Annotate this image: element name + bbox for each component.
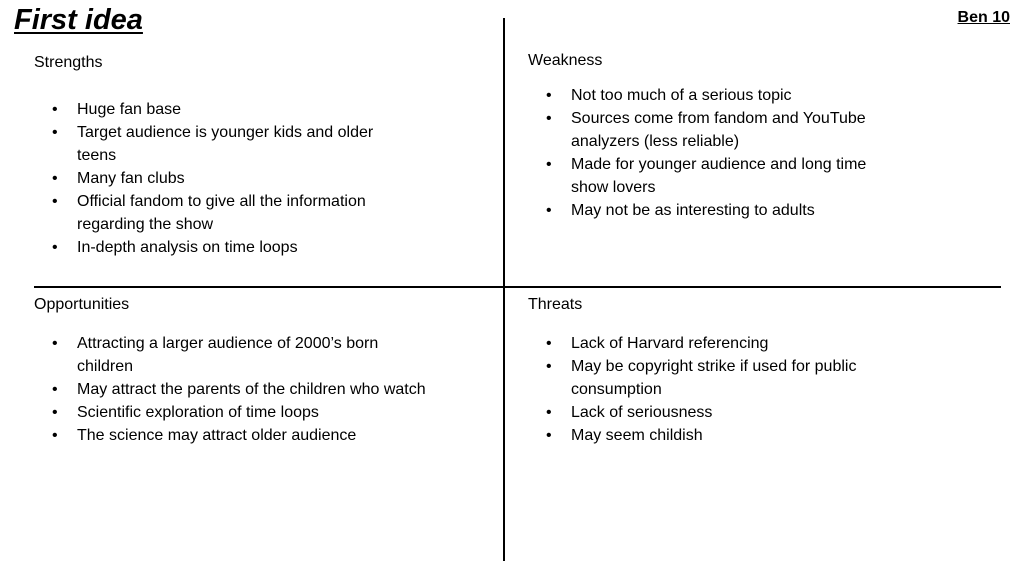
list-item — [34, 167, 404, 190]
bullet-icon: • — [52, 427, 58, 444]
bullet-icon: • — [52, 239, 58, 256]
bullet-icon: • — [546, 358, 552, 375]
list-item — [34, 98, 404, 121]
opportunities-quadrant — [34, 295, 434, 447]
list-item-text: Lack of Harvard referencing — [571, 335, 769, 352]
opportunities-list — [34, 332, 434, 447]
list-item — [528, 332, 898, 355]
list-item-text: Target audience is younger kids and older teens — [77, 124, 374, 164]
list-item-text: Scientific exploration of time loops — [77, 404, 319, 421]
bullet-icon: • — [52, 101, 58, 118]
weakness-quadrant — [528, 51, 928, 222]
list-item-text: Official fandom to give all the information regarding the show — [77, 193, 366, 233]
bullet-icon: • — [52, 170, 58, 187]
horizontal-divider — [34, 286, 1001, 288]
list-item-text: Attracting a larger audience of 2000’s born children — [77, 335, 379, 375]
list-item — [34, 424, 434, 447]
bullet-icon: • — [52, 404, 58, 421]
list-item-text: May be copyright strike if used for public consumption — [571, 358, 857, 398]
bullet-icon: • — [546, 335, 552, 352]
list-item — [528, 199, 888, 222]
list-item-text: Not too much of a serious topic — [571, 87, 792, 104]
list-item-text: May seem childish — [571, 427, 703, 444]
list-item-text: Made for younger audience and long time show lovers — [571, 156, 867, 196]
list-item — [528, 424, 898, 447]
slide-title: First idea — [14, 4, 143, 36]
list-item-text: Huge fan base — [77, 101, 182, 118]
list-item — [528, 355, 898, 401]
list-item-text: In-depth analysis on time loops — [77, 239, 298, 256]
list-item — [34, 332, 434, 378]
bullet-icon: • — [546, 110, 552, 127]
threats-list — [528, 332, 898, 447]
strengths-heading: Strengths — [34, 54, 103, 71]
list-item — [34, 236, 404, 259]
list-item — [528, 84, 888, 107]
list-item-text: May attract the parents of the children who watch — [77, 381, 426, 398]
bullet-icon: • — [546, 156, 552, 173]
bullet-icon: • — [52, 335, 58, 352]
vertical-divider — [503, 18, 505, 561]
threats-quadrant — [528, 295, 928, 447]
list-item-text: Lack of seriousness — [571, 404, 713, 421]
list-item — [528, 153, 888, 199]
strengths-quadrant — [34, 53, 434, 259]
list-item-text: Many fan clubs — [77, 170, 185, 187]
weakness-list — [528, 84, 888, 222]
list-item — [528, 107, 888, 153]
list-item-text: The science may attract older audience — [77, 427, 357, 444]
bullet-icon: • — [546, 427, 552, 444]
bullet-icon: • — [52, 381, 58, 398]
list-item — [34, 121, 404, 167]
list-item-text: Sources come from fandom and YouTube analyzers (less reliable) — [571, 110, 866, 150]
bullet-icon: • — [546, 404, 552, 421]
topic-tag: Ben 10 — [957, 9, 1010, 26]
bullet-icon: • — [52, 193, 58, 210]
list-item — [34, 378, 434, 401]
list-item-text: May not be as interesting to adults — [571, 202, 815, 219]
list-item — [34, 401, 434, 424]
threats-heading: Threats — [528, 296, 583, 313]
list-item — [34, 190, 404, 236]
strengths-list — [34, 98, 404, 259]
list-item — [528, 401, 898, 424]
bullet-icon: • — [546, 87, 552, 104]
bullet-icon: • — [546, 202, 552, 219]
bullet-icon: • — [52, 124, 58, 141]
weakness-heading: Weakness — [528, 52, 603, 69]
opportunities-heading: Opportunities — [34, 296, 130, 313]
